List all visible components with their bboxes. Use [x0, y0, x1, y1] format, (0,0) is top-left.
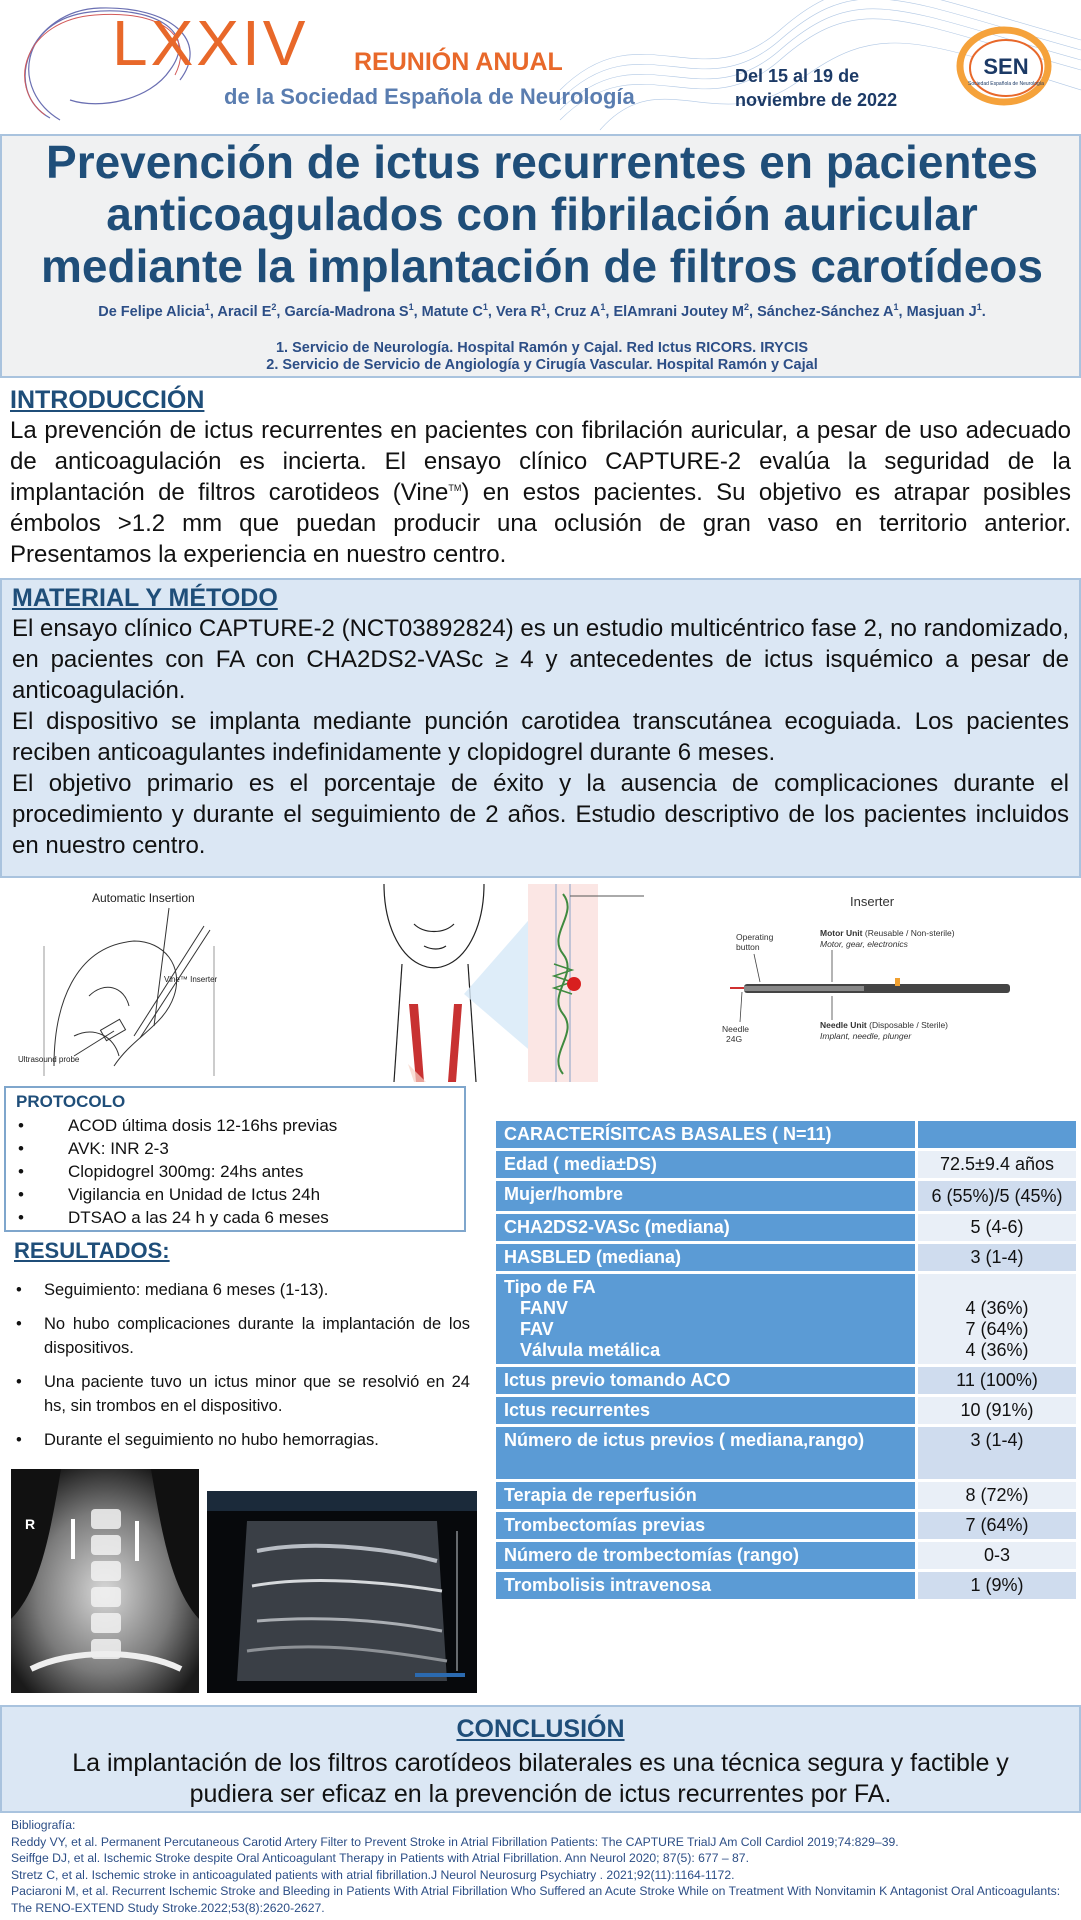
fig1-title: Automatic Insertion: [92, 891, 195, 905]
table-row: [496, 1512, 1076, 1539]
introduction-section: [0, 380, 1081, 576]
results-item: • Seguimiento: mediana 6 meses (1-13).: [14, 1278, 470, 1302]
protocol-item: • DTSAO a las 24 h y cada 6 meses: [16, 1206, 454, 1229]
author-name: Matute $C^1$: [421, 302, 488, 320]
bibliography-heading: Bibliografía:: [11, 1818, 76, 1832]
table-row: [496, 1542, 1076, 1569]
protocol-item: • Clopidogrel 300mg: 24hs antes: [16, 1160, 454, 1183]
table-row: [496, 1572, 1076, 1599]
bibliography-ref: Seiffge DJ, et al. Ischemic Stroke despite Oral Anticoagulant Therapy in Patients with Atrial Fibrillation. Ann Neurol 2020; 87(5): 677 – 87.: [11, 1851, 749, 1866]
method-paragraph-2: El dispositivo se implanta mediante punción carotidea transcutánea ecoguiada. Los pacientes reciben anticoagulantes indefinidamente y clopidogrel durante 6 meses.: [12, 708, 1069, 766]
protocol-list: [16, 1114, 454, 1229]
table-header-cell-empty: [918, 1121, 1076, 1148]
author-name: ElAmrani Joutey $M^2$: [613, 302, 750, 320]
protocol-heading: PROTOCOLO: [16, 1092, 126, 1111]
results-list: [14, 1278, 470, 1462]
table-label-cell: Edad ( media±DS): [496, 1151, 918, 1178]
protocol-item: • AVK: INR 2-3: [16, 1137, 454, 1160]
table-row: [496, 1367, 1076, 1394]
author-name: Vera $R^1$: [495, 302, 547, 320]
table-value-cell: 10 (91%): [918, 1397, 1076, 1424]
results-item: • Durante el seguimiento no hubo hemorragias.: [14, 1428, 470, 1452]
fig3-needle-unit-label: Needle Unit (Disposable / Sterile): [820, 1020, 949, 1030]
table-label-cell: Trombolisis intravenosa: [496, 1572, 918, 1599]
table-header-row: [496, 1121, 1076, 1148]
table-header-cell: CARACTERÍSITCAS BASALES ( N=11): [496, 1121, 918, 1148]
table-value-cell: 3 (1-4): [918, 1244, 1076, 1271]
method-heading: MATERIAL Y MÉTODO: [12, 584, 278, 612]
bibliography-ref: Stretz C, et al. Ischemic stroke in anticoagulated patients with atrial fibrillation.J Neurol Neurosurg Psychiatry . 2021;92(11):1164-1172.: [11, 1867, 735, 1882]
table-label-cell: Mujer/hombre: [496, 1181, 918, 1211]
neck-xray-image: [11, 1469, 199, 1693]
table-row: [496, 1181, 1076, 1211]
table-value-cell: 4 (36%) 7 (64%) 4 (36%): [918, 1274, 1076, 1364]
bibliography-ref: Paciaroni M, et al. Recurrent Ischemic Stroke and Bleeding in Patients With Atrial Fibrillation Who Suffered an Acute Stroke While on Treatment With Nonvitamin K Antagonist Oral Anticoagulants: The RENO-EXTEND Study Stroke.2022;53(8):2620-2627.: [11, 1884, 1061, 1915]
society-name: de la Sociedad Española de Neurología: [224, 84, 635, 109]
table-value-cell: 0-3: [918, 1542, 1076, 1569]
fig3-title: Inserter: [850, 894, 895, 909]
protocol-item: • Vigilancia en Unidad de Ictus 24h: [16, 1183, 454, 1206]
insertion-illustration: [14, 886, 224, 1076]
neck-anatomy-illustration: [344, 884, 656, 1082]
fig3-needle-label: Needle: [722, 1024, 749, 1034]
table-value-cell: 7 (64%): [918, 1512, 1076, 1539]
table-label-cell: Ictus previo tomando ACO: [496, 1367, 918, 1394]
method-paragraph-3: El objetivo primario es el porcentaje de éxito y la ausencia de complicaciones durante el procedimiento y durante el seguimiento de 2 años. Estudio descriptivo de los pacientes incluidos en nuestro centro.: [12, 770, 1069, 859]
fig1-probe-label: Ultrasound probe: [18, 1055, 80, 1064]
date-line-2: noviembre de 2022: [735, 90, 898, 110]
sen-logo-text: SEN: [983, 54, 1029, 79]
meeting-name: REUNIÓN ANUAL: [354, 48, 563, 76]
results-item: • No hubo complicaciones durante la implantación de los dispositivos.: [14, 1312, 470, 1360]
conference-header: [0, 0, 1081, 132]
fig3-needle-gauge: 24G: [726, 1034, 743, 1044]
inserter-device-illustration: [720, 892, 1020, 1052]
fig3-motor-label: Motor Unit (Reusable / Non-sterile): [820, 928, 955, 938]
table-label-cell: CHA2DS2-VASc (mediana): [496, 1214, 918, 1241]
affiliation-1: 1. Servicio de Neurología. Hospital Ramón y Cajal. Red Ictus RICORS. IRYCIS: [275, 340, 809, 356]
table-value-cell: 72.5±9.4 años: [918, 1151, 1076, 1178]
conclusion-heading: CONCLUSIÓN: [456, 1715, 625, 1743]
fig3-needle-unit-sub: Implant, needle, plunger: [820, 1031, 912, 1041]
table-value-cell: 3 (1-4): [918, 1427, 1076, 1479]
table-value-cell: 6 (55%)/5 (45%): [918, 1181, 1076, 1211]
table-label-cell: Número de trombectomías (rango): [496, 1542, 918, 1569]
table-row: [496, 1214, 1076, 1241]
table-value-cell: 8 (72%): [918, 1482, 1076, 1509]
title-line-1: Prevención de ictus recurrentes en pacientes: [46, 136, 1038, 188]
title-line-2: anticoagulados con fibrilación auricular: [106, 188, 978, 240]
baseline-characteristics-table: [496, 1118, 1076, 1602]
xray-side-marker: R: [25, 1516, 36, 1532]
author-name: García-Madrona $S^1$: [284, 302, 414, 320]
bibliography-ref: Reddy VY, et al. Permanent Percutaneous Carotid Artery Filter to Prevent Stroke in Atrial Fibrillation Patients: The CAPTURE TrialJ Am Coll Cardiol 2019;74:829–39.: [11, 1834, 899, 1849]
introduction-heading: INTRODUCCIÓN: [10, 386, 205, 414]
author-name: Cruz $A^1$: [554, 302, 606, 320]
title-line-3: mediante la implantación de filtros carotídeos: [40, 240, 1043, 292]
table-value-cell: 5 (4-6): [918, 1214, 1076, 1241]
meeting-dates: [735, 64, 935, 112]
affiliation-2: 2. Servicio de Servicio de Angiología y Cirugía Vascular. Hospital Ramón y Cajal: [266, 357, 818, 373]
sen-logo-subtext: Sociedad Española de Neurología: [968, 81, 1044, 87]
table-row: [496, 1274, 1076, 1364]
fig1-vine-label: Vine™ Inserter: [164, 975, 218, 984]
protocol-item: • ACOD última dosis 12-16hs previas: [16, 1114, 454, 1137]
table-label-cell: Terapia de reperfusión: [496, 1482, 918, 1509]
table-row: [496, 1244, 1076, 1271]
table-value-cell: 1 (9%): [918, 1572, 1076, 1599]
title-block: [0, 134, 1081, 378]
method-paragraph-1: El ensayo clínico CAPTURE-2 (NCT03892824) es un estudio multicéntrico fase 2, no randomizado, en pacientes con FA con CHA2DS2-VASc ≥ 4 y antecedentes de ictus isquémico a pesar de anticoagulación.: [12, 615, 1069, 704]
table-label-cell: HASBLED (mediana): [496, 1244, 918, 1271]
author-name: De Felipe Alicia$^1$: [98, 302, 210, 320]
author-name: Aracil $E^2$: [217, 302, 277, 320]
fig3-motor-sub: Motor, gear, electronics: [820, 939, 908, 949]
edition-number: LXXIV: [112, 7, 309, 79]
poster-title: [12, 136, 1072, 292]
table-row: [496, 1397, 1076, 1424]
table-value-cell: 11 (100%): [918, 1367, 1076, 1394]
table-label-cell: Ictus recurrentes: [496, 1397, 918, 1424]
results-item: • Una paciente tuvo un ictus minor que se resolvió en 24 hs, sin trombos en el dispositivo.: [14, 1370, 470, 1418]
introduction-text: La prevención de ictus recurrentes en pacientes con fibrilación auricular, a pesar de uso adecuado de anticoagulación es incierta. El ensayo clínico CAPTURE-2 evalúa la seguridad de la implantación de filtros carotideos (Vine™) en estos pacientes. Su objetivo es atrapar posibles émbolos >1.2 mm que puedan producir una oclusión de gran vaso en territorio anterior. Presentamos la experiencia en nuestro centro.: [10, 417, 1071, 568]
date-line-1: Del 15 al 19 de: [735, 66, 860, 86]
author-name: Sánchez-Sánchez $A^1$: [757, 302, 899, 320]
sen-logo: [950, 20, 1062, 116]
results-heading: RESULTADOS:: [14, 1238, 170, 1263]
fig3-button-label: button: [736, 942, 760, 952]
method-section: [0, 578, 1081, 878]
ultrasound-image: [207, 1491, 477, 1693]
author-list: De Felipe Alicia$^1$, Aracil $E^2$, García-Madrona $S^1$, Matute $C^1$, Vera $R^1$, Cruz $A^1$, ElAmrani Joutey $M^2$, Sánchez-Sánchez $A^1$, Masjuan $J^1$.: [98, 302, 986, 320]
fig3-operating-label: Operating: [736, 932, 774, 942]
table-row: [496, 1482, 1076, 1509]
bibliography: [11, 1817, 1071, 1917]
conclusion-text: La implantación de los filtros carotídeos bilaterales es una técnica segura y factible y pudiera ser eficaz en la prevención de ictus recurrentes por FA.: [72, 1749, 1009, 1808]
author-name: Masjuan $J^1$: [906, 302, 982, 320]
table-label-cell: Tipo de FA FANV FAV Válvula metálica: [496, 1274, 918, 1364]
table-label-cell: Trombectomías previas: [496, 1512, 918, 1539]
table-row: [496, 1427, 1076, 1479]
protocol-box: [4, 1086, 466, 1232]
table-row: [496, 1151, 1076, 1178]
conclusion-section: [0, 1705, 1081, 1813]
table-label-cell: Número de ictus previos ( mediana,rango): [496, 1427, 918, 1479]
